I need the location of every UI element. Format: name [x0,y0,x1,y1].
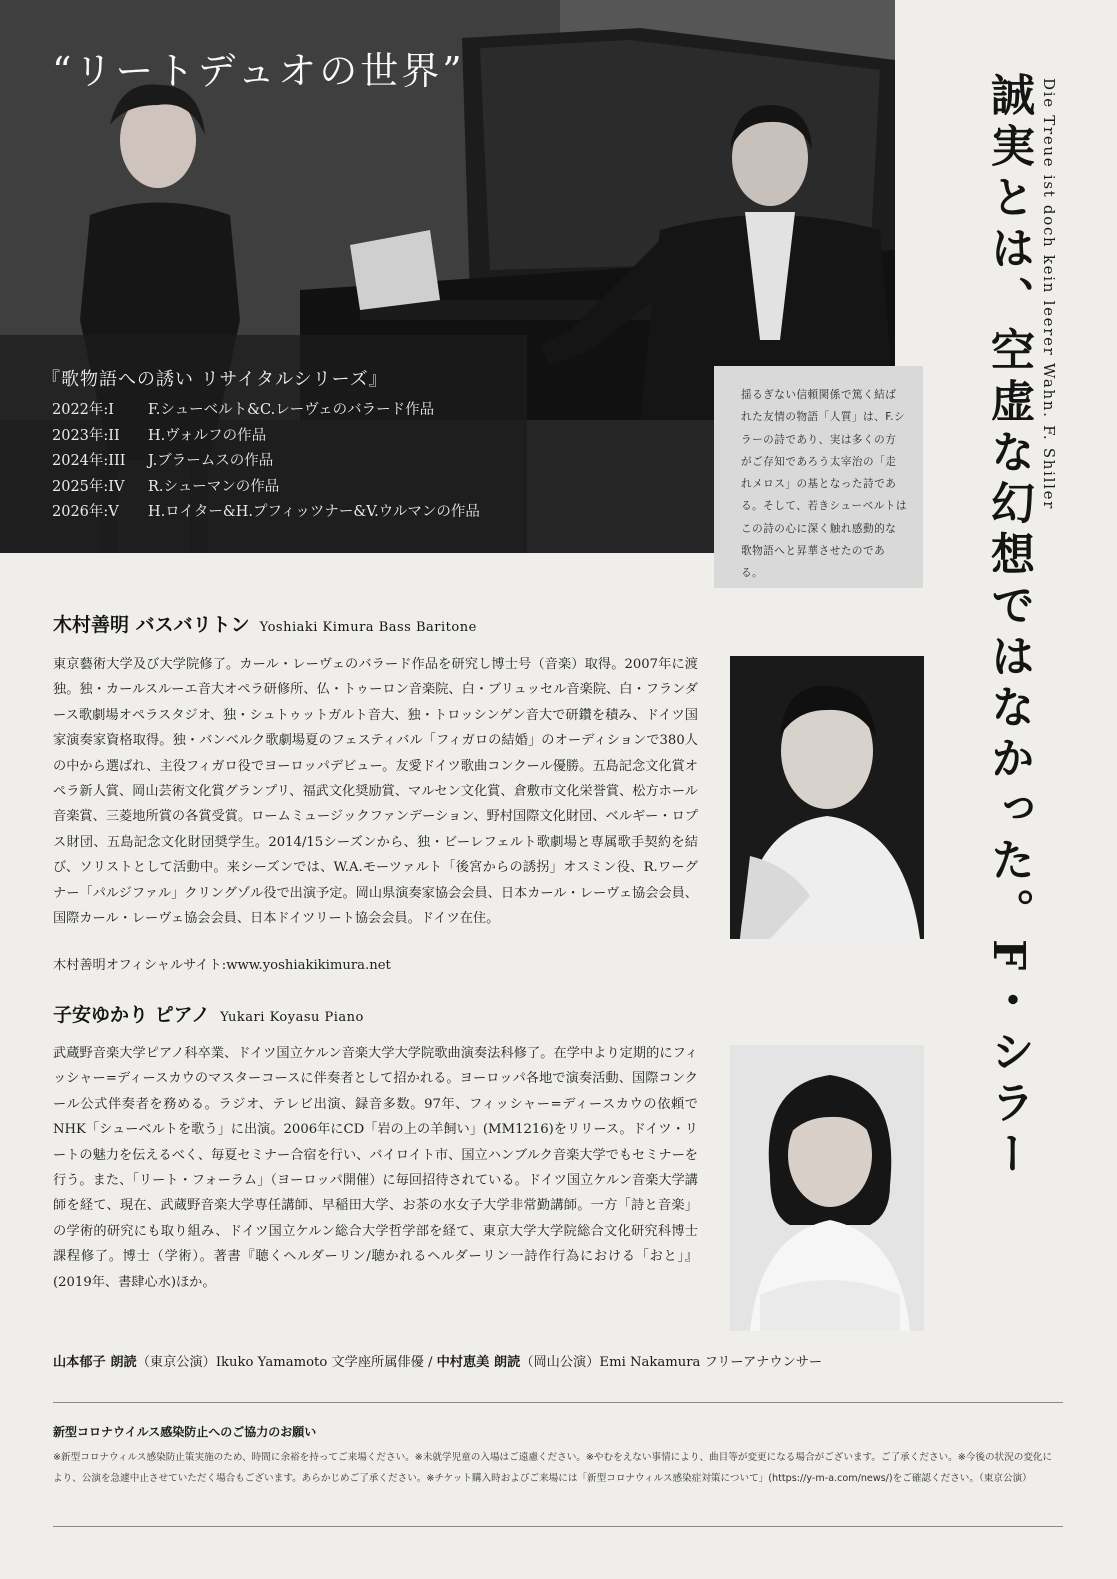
notice-body: ※新型コロナウィルス感染防止策実施のため、時間に余裕を持ってご来場ください。※未就学児童の入場はご遠慮ください。※やむをえない事情により、曲目等が変更になる場合がございます。ご了承ください。※今後の状況の変化により、公演を急遽中止させていただく場合もございます。あらかじめご了承ください。※チケット購入時およびご来場には「新型コロナウィルス感染症対策について」(https://y-m-a.com/news/)をご確認ください。（東京公演） [53,1452,1053,1484]
narrators-line [53,1351,822,1370]
narrator-a-detail: （東京公演）Ikuko Yamamoto 文学座所属俳優 [136,1355,424,1370]
series-work: R.シューマンの作品 [148,478,280,495]
series-work: F.シューベルト&C.レーヴェのバラード作品 [148,402,435,418]
quote-japanese: 誠実とは、空虚な幻想ではなかった。F・シラー [983,72,1034,1182]
series-item [52,449,480,475]
series-list [52,398,480,526]
series-year: 2026年:V [52,504,119,520]
series-year: 2024年:III [52,453,126,469]
divider-bottom [53,1526,1063,1527]
narrator-separator: / [423,1355,437,1370]
hero-title: “リートデュオの世界” [52,49,465,93]
series-year: 2025年:IV [52,478,125,495]
divider-top [53,1402,1063,1403]
kimura-portrait [730,656,924,939]
story-box [714,366,923,588]
series-work: J.ブラームスの作品 [148,453,274,469]
koyasu-portrait [730,1045,924,1331]
series-item [52,500,480,526]
narrator-a-name: 山本郁子 朗読 [53,1355,137,1370]
kimura-heading [53,610,477,637]
koyasu-bio: 武蔵野音楽大学ピアノ科卒業、ドイツ国立ケルン音楽大学大学院歌曲演奏法科修了。在学中より定期的にフィッシャー=ディースカウのマスターコースに伴奏者として招かれる。ヨーロッパ各地で演奏活動、国際コンクール公式伴奏者を務める。ラジオ、テレビ出演、録音多数。97年、フィッシャー=ディースカウの依頼でNHK「シューベルトを歌う」に出演。2006年にCD「岩の上の羊飼い」(MM1216)をリリース。ドイツ・リートの魅力を伝えるべく、毎夏セミナー合宿を行い、バイロイト市、国立ハンブルク音楽大学でもセミナーを行う。また、「リート・フォーラム」（ヨーロッパ開催）に毎回招待されている。ドイツ国立ケルン音楽大学講師を経て、現在、武蔵野音楽大学専任講師、早稲田大学、お茶の水女子大学非常勤講師。一方「詩と音楽」の学術的研究にも取り組み、ドイツ国立ケルン総合大学哲学部を経て、東京大学大学院総合文化研究科博士課程修了。博士（学術）。著書『聴くヘルダーリン/聴かれるヘルダーリン一詩作行為における「おと」』(2019年、書肆心水)ほか。 [53,1046,698,1290]
series-work: H.ロイター&H.プフィッツナー&V.ウルマンの作品 [148,504,480,520]
series-work: H.ヴォルフの作品 [148,427,267,444]
notice-title: 新型コロナウイルス感染防止へのご協力のお願い [53,1425,317,1439]
koyasu-heading [53,1000,364,1027]
kimura-roman: Yoshiaki Kimura Bass Baritone [259,620,477,635]
koyasu-name: 子安ゆかり ピアノ [53,1004,211,1026]
narrator-b-name: 中村恵美 朗読 [436,1355,521,1370]
story-text: 揺るぎない信頼関係で篤く結ばれた友情の物語「人質」は、F.シラーの詩であり、実は多くの方がご存知であろう太宰治の「走れメロス」の基となった詩である。そして、若きシューベルトはこの詩の心に深く触れ感動的な歌物語へと昇華させたのである。 [741,389,907,580]
series-year: 2022年:I [52,402,115,418]
kimura-bio: 東京藝術大学及び大学院修了。カール・レーヴェのバラード作品を研究し博士号（音楽）取得。2007年に渡独。独・カールスルーエ音大オペラ研修所、仏・トゥーロン音楽院、白・ブリュッセル音楽院、白・フランダース歌劇場オペラスタジオ、独・シュトゥットガルト音大、独・トロッシンゲン音大で研鑽を積み、ドイツ国家演奏家資格取得。独・バンベルク歌劇場夏のフェスティバル「フィガロの結婚」のオーディションで380人の中から選ばれ、主役フィガロ役でヨーロッパデビュー。友愛ドイツ歌曲コンクール優勝。五島記念文化賞オペラ新人賞、岡山芸術文化賞グランプリ、福武文化奨励賞、マルセン文化賞、倉敷市文化栄誉賞、松方ホール音楽賞、三菱地所賞の各賞受賞。ロームミュージックファンデーション、野村国際文化財団、ベルギー・ロプス財団、五島記念文化財団奨学生。2014/15シーズンから、独・ビーレフェルト歌劇場と専属歌手契約を結び、ソリストとして活動中。来シーズンでは、W.A.モーツァルト「後宮からの誘拐」オスミン役、R.ワーグナー「パルジファル」クリングゾル役で出演予定。岡山県演奏家協会会員、日本カール・レーヴェ協会会員、国際カール・レーヴェ協会会員、日本ドイツリート協会会員。ドイツ在住。 [53,657,698,927]
koyasu-roman: Yukari Koyasu Piano [220,1010,364,1025]
kimura-website: 木村善明オフィシャルサイト:www.yoshiakikimura.net [53,958,391,973]
narrator-b-detail: （岡山公演）Emi Nakamura フリーアナウンサー [520,1355,823,1370]
series-year: 2023年:II [52,427,120,444]
series-title: 『歌物語への誘い リサイタルシリーズ』 [42,369,388,390]
series-item [52,424,480,450]
series-item [52,475,480,501]
kimura-name: 木村善明 バスバリトン [53,614,250,636]
quote-german: Die Treue ist doch kein leerer Wahn. F. Shiller [1040,78,1058,511]
recital-series-box [0,335,527,553]
series-item [52,398,480,424]
